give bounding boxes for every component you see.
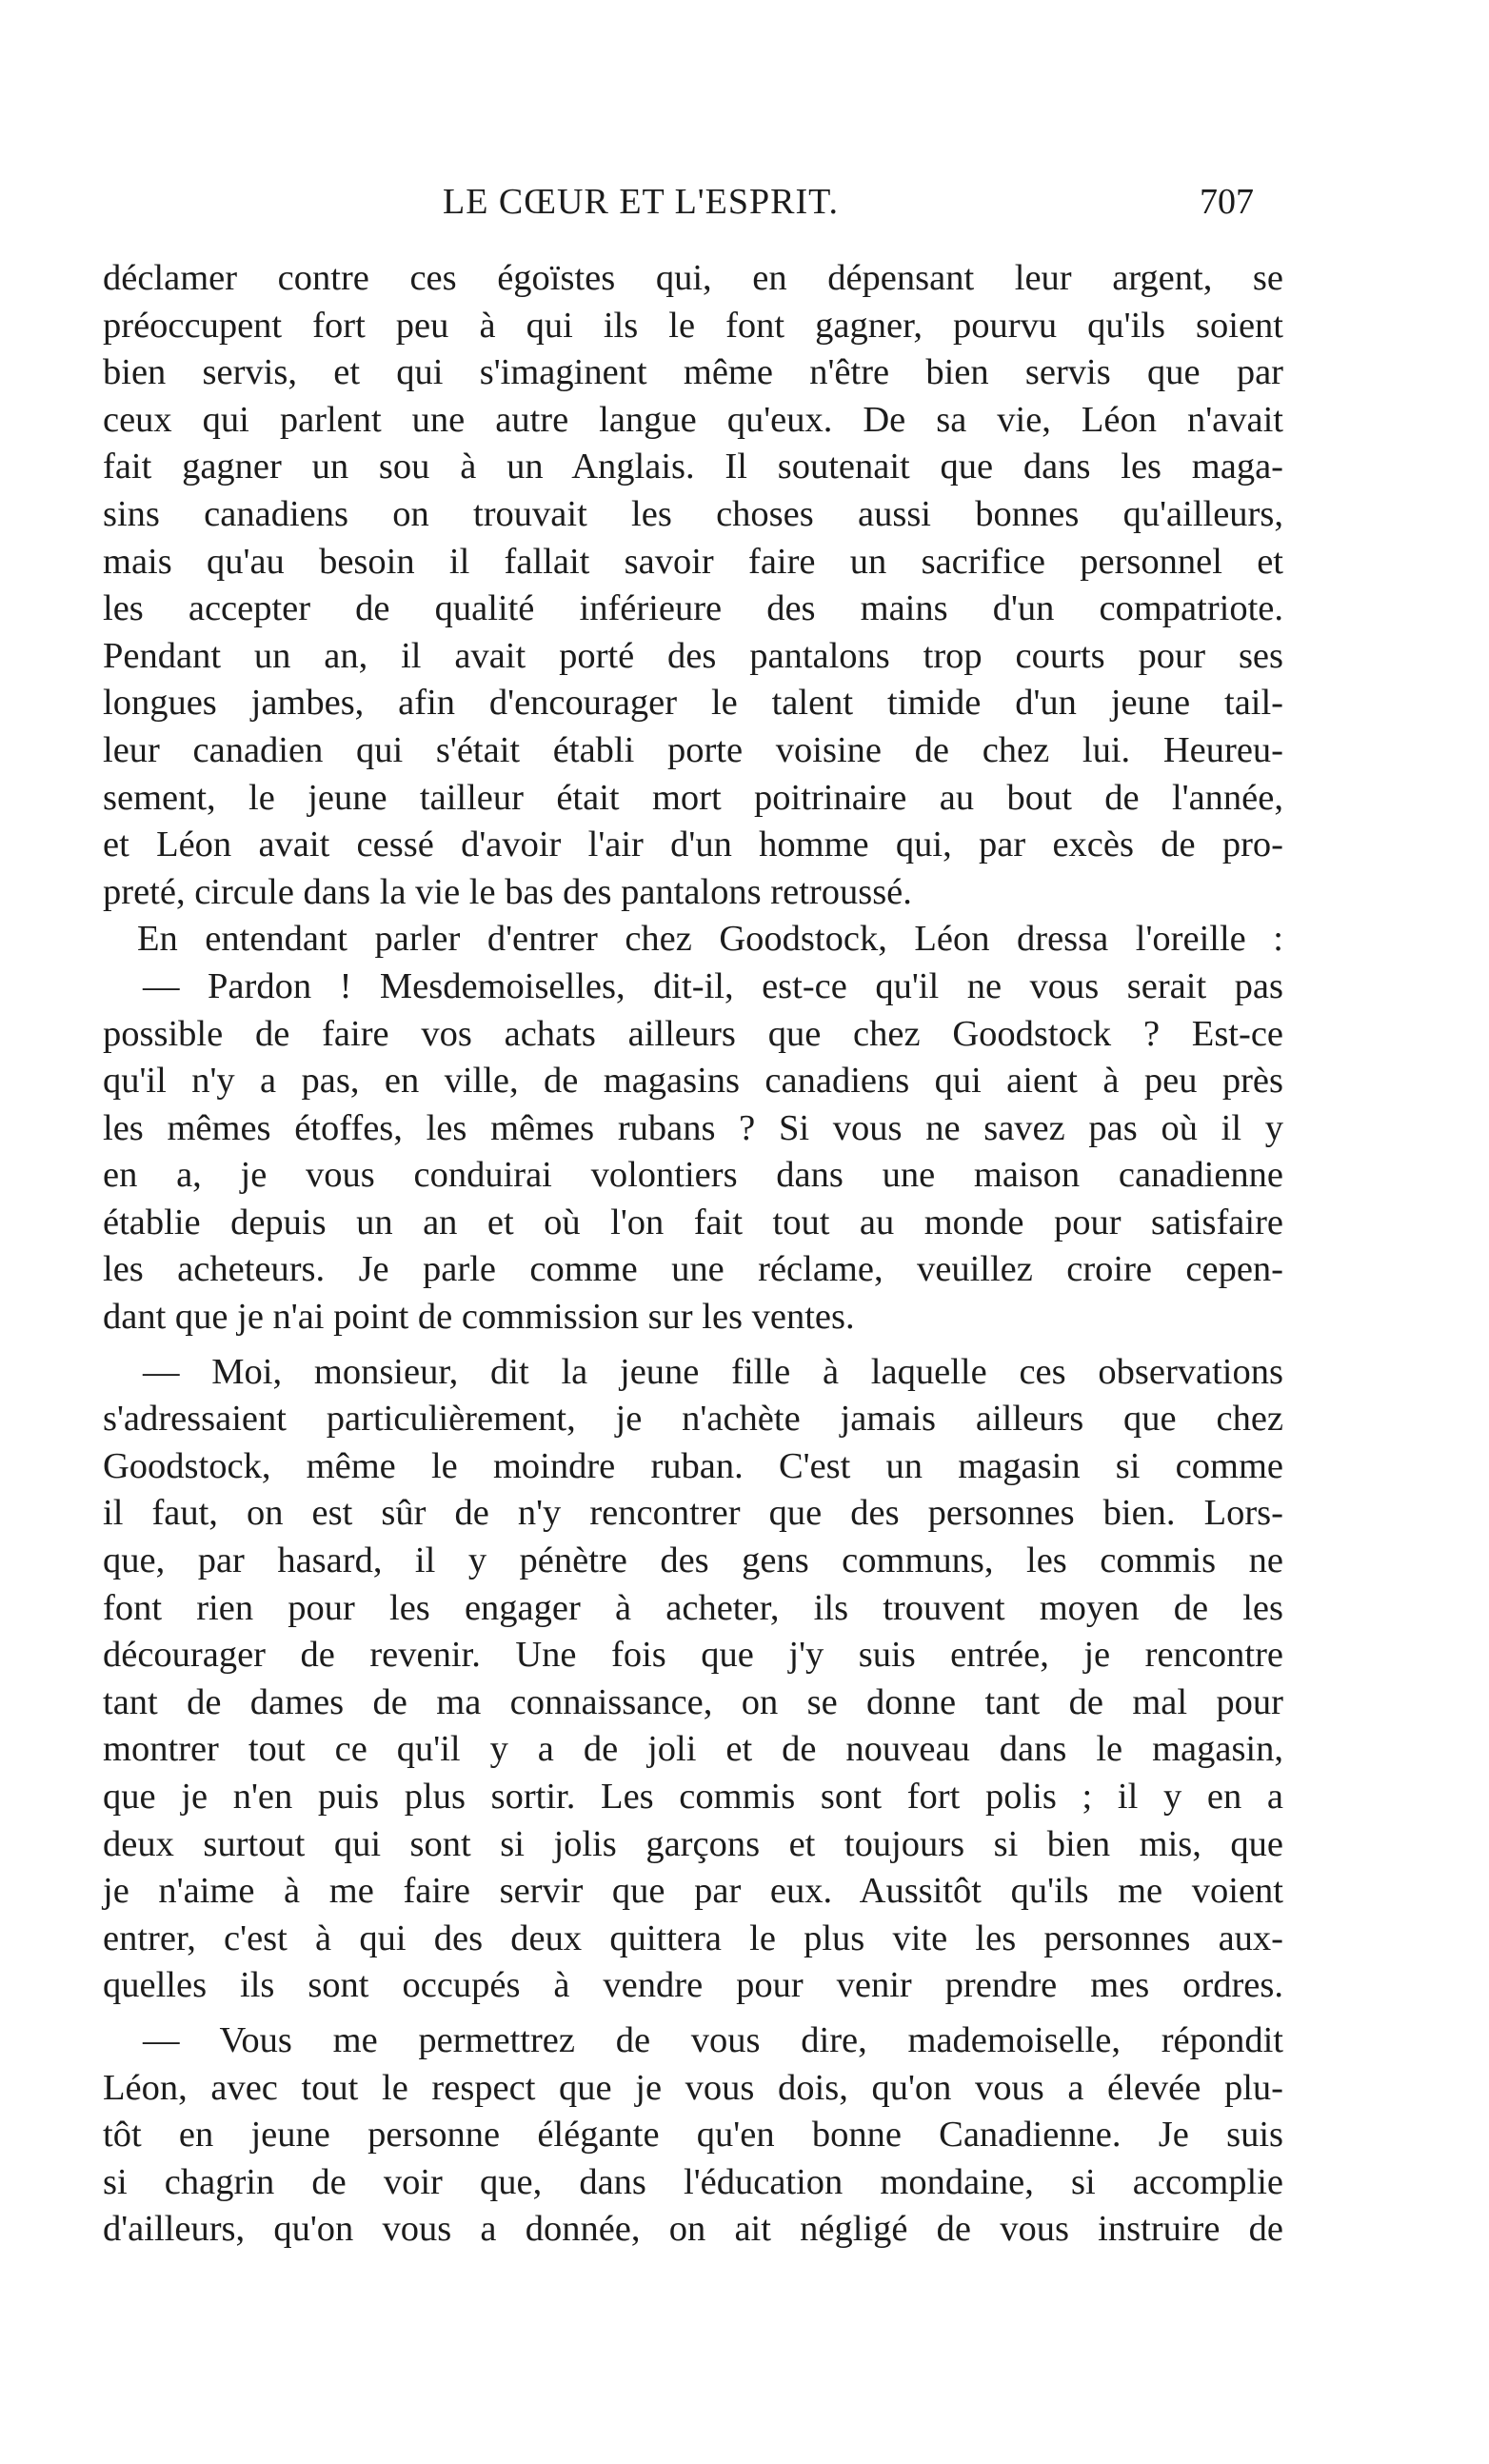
paragraph-gap <box>103 2010 1283 2017</box>
text-line: que je n'en puis plus sortir. Les commis sont fort polis ; il y en a <box>103 1777 1283 1817</box>
text-line: Léon, avec tout le respect que je vous dois, qu'on vous a élevée plu- <box>103 2067 1283 2108</box>
text-line: les accepter de qualité inférieure des mains d'un compatriote. <box>103 588 1283 629</box>
text-line: preté, circule dans la vie le bas des pantalons retroussé. <box>103 871 912 912</box>
text-line: dant que je n'ai point de commission sur les ventes. <box>103 1297 855 1338</box>
text-line: ceux qui parlent une autre langue qu'eux. De sa vie, Léon n'avait <box>103 399 1283 440</box>
text-line: sins canadiens on trouvait les choses aussi bonnes qu'ailleurs, <box>103 493 1283 534</box>
text-line: préoccupent fort peu à qui ils le font gagner, pourvu qu'ils soient <box>103 305 1283 346</box>
text-line: — Moi, monsieur, dit la jeune fille à laquelle ces observations <box>143 1351 1283 1392</box>
text-line: bien servis, et qui s'imaginent même n'être bien servis que par <box>103 352 1283 393</box>
text-line: En entendant parler d'entrer chez Goodstock, Léon dressa l'oreille : <box>137 919 1283 960</box>
text-line: s'adressaient particulièrement, je n'achète jamais ailleurs que chez <box>103 1399 1283 1440</box>
text-line: montrer tout ce qu'il y a de joli et de nouveau dans le magasin, <box>103 1729 1283 1770</box>
text-line: qu'il n'y a pas, en ville, de magasins canadiens qui aient à peu près <box>103 1061 1283 1102</box>
text-line: deux surtout qui sont si jolis garçons et toujours si bien mis, que <box>103 1823 1283 1864</box>
text-line: sement, le jeune tailleur était mort poitrinaire au bout de l'année, <box>103 777 1283 818</box>
text-line: possible de faire vos achats ailleurs que chez Goodstock ? Est-ce <box>103 1013 1283 1054</box>
text-line: d'ailleurs, qu'on vous a donnée, on ait négligé de vous instruire de <box>103 2209 1283 2250</box>
text-line: et Léon avait cessé d'avoir l'air d'un homme qui, par excès de pro- <box>103 825 1283 865</box>
text-line: je n'aime à me faire servir que par eux. Aussitôt qu'ils me voient <box>103 1871 1283 1912</box>
text-line: Goodstock, même le moindre ruban. C'est un magasin si comme <box>103 1445 1283 1486</box>
text-line: — Vous me permettrez de vous dire, mademoiselle, répondit <box>143 2019 1283 2060</box>
page-number: 707 <box>1200 182 1254 222</box>
text-line: si chagrin de voir que, dans l'éducation mondaine, si accomplie <box>103 2161 1283 2202</box>
text-line: en a, je vous conduirai volontiers dans une maison canadienne <box>103 1155 1283 1196</box>
text-line: les acheteurs. Je parle comme une réclame, veuillez croire cepen- <box>103 1249 1283 1290</box>
text-line: — Pardon ! Mesdemoiselles, dit-il, est-ce qu'il ne vous serait pas <box>143 965 1283 1006</box>
text-line: fait gagner un sou à un Anglais. Il soutenait que dans les maga- <box>103 447 1283 487</box>
text-line: établie depuis un an et où l'on fait tout au monde pour satisfaire <box>103 1202 1283 1242</box>
text-line: mais qu'au besoin il fallait savoir faire un sacrifice personnel et <box>103 541 1283 582</box>
body-text <box>103 255 1283 2254</box>
text-line: tant de dames de ma connaissance, on se donne tant de mal pour <box>103 1681 1283 1722</box>
text-line: quelles ils sont occupés à vendre pour venir prendre mes ordres. <box>103 1965 1283 2006</box>
text-line: longues jambes, afin d'encourager le talent timide d'un jeune tail- <box>103 683 1283 724</box>
text-line: entrer, c'est à qui des deux quittera le plus vite les personnes aux- <box>103 1918 1283 1958</box>
paragraph-gap <box>103 1341 1283 1349</box>
text-line: que, par hasard, il y pénètre des gens communs, les commis ne <box>103 1540 1283 1581</box>
text-line: font rien pour les engager à acheter, ils trouvent moyen de les <box>103 1587 1283 1628</box>
text-line: il faut, on est sûr de n'y rencontrer que des personnes bien. Lors- <box>103 1493 1283 1534</box>
running-header <box>0 181 1489 230</box>
text-line: les mêmes étoffes, les mêmes rubans ? Si vous ne savez pas où il y <box>103 1107 1283 1148</box>
text-line: déclamer contre ces égoïstes qui, en dépensant leur argent, se <box>103 258 1283 298</box>
text-line: Pendant un an, il avait porté des pantalons trop courts pour ses <box>103 635 1283 676</box>
text-line: décourager de revenir. Une fois que j'y suis entrée, je rencontre <box>103 1635 1283 1676</box>
running-title: LE CŒUR ET L'ESPRIT. <box>443 182 840 222</box>
text-line: leur canadien qui s'était établi porte voisine de chez lui. Heureu- <box>103 729 1283 770</box>
text-line: tôt en jeune personne élégante qu'en bonne Canadienne. Je suis <box>103 2115 1283 2156</box>
